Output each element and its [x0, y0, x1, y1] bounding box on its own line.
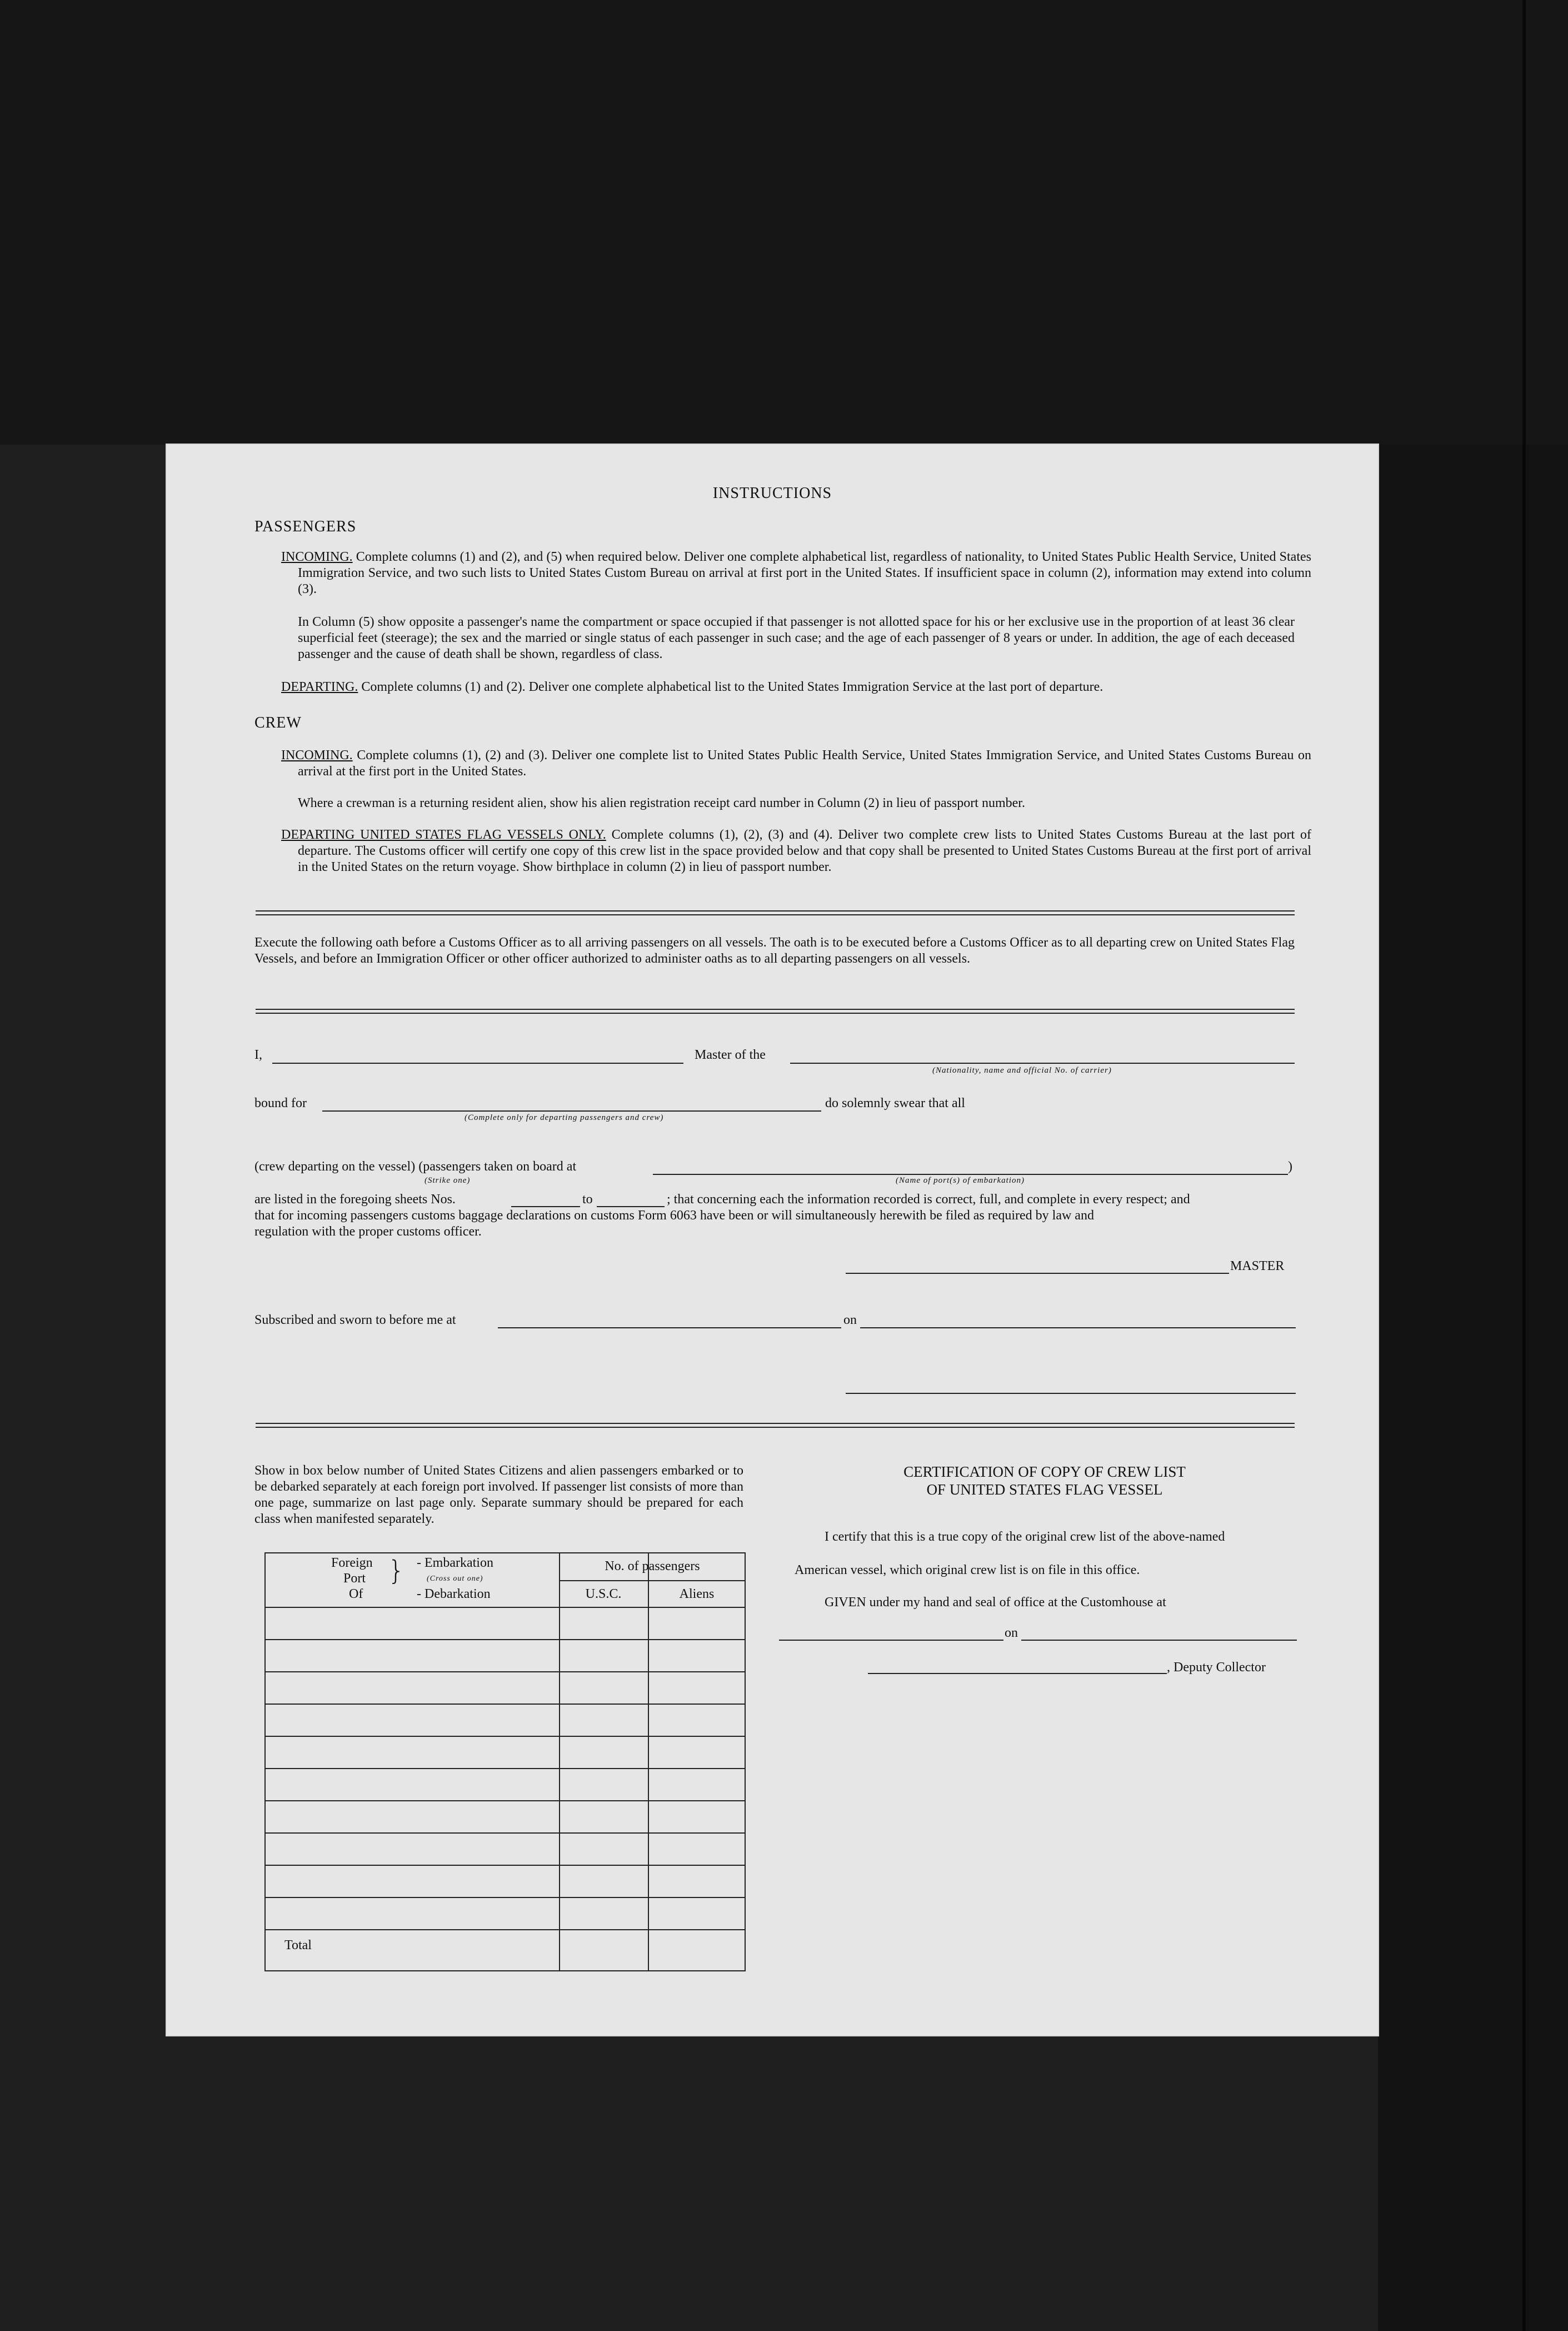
- crew-resident-paragraph: Where a crewman is a returning resident alien, show his alien registration receipt card number in Column (2) in lieu of passport number.: [298, 796, 1025, 810]
- subscribed-date-field[interactable]: [860, 1327, 1296, 1328]
- carrier-field[interactable]: [790, 1063, 1295, 1064]
- passengers-departing-paragraph: [281, 679, 1311, 695]
- scanner-background-top: [0, 0, 1568, 445]
- master-name-field[interactable]: [272, 1063, 683, 1064]
- listed-rest: ; that concerning each the information recorded is correct, full, and complete in every respect; and: [667, 1192, 1190, 1207]
- cross-out-caption: (Cross out one): [427, 1575, 483, 1583]
- crew-departing-paragraph: [281, 827, 1311, 875]
- passengers-column5-paragraph: In Column (5) show opposite a passenger's name the compartment or space occupied if that passenger is not allotted space for his or her exclusive use in the proportion of at least 36 clear superficial feet (steerage); the sex and the married or single status of each passenger in such case; and the age of each passenger of 8 years or under. In addition, the age of each deceased passenger and the cause of death shall be shown, regardless of class.: [298, 615, 1295, 661]
- swear-label: do solemnly swear that all: [825, 1096, 965, 1110]
- passenger-summary-table: [264, 1552, 746, 1971]
- oath-intro: Execute the following oath before a Customs Officer as to all arriving passengers on all vessels. The oath is to be executed before a Customs Officer as to all departing crew on United States Flag Vessels, and before an Immigration Officer or other officer authorized to administer oaths as to all departing passengers on all vessels.: [254, 935, 1295, 966]
- to-label: to: [582, 1192, 593, 1207]
- nationality-caption: (Nationality, name and official No. of carrier): [932, 1066, 1112, 1075]
- subscribed-label: Subscribed and sworn to before me at: [254, 1313, 456, 1327]
- customhouse-field[interactable]: [779, 1640, 1003, 1641]
- crew-passengers-label: (crew departing on the vessel) (passengers taken on board at: [254, 1159, 577, 1174]
- crew-incoming-paragraph: [281, 748, 1311, 780]
- deputy-label: , Deputy Collector: [1167, 1660, 1266, 1675]
- usc-header: U.S.C.: [585, 1587, 622, 1601]
- sheet-from-field[interactable]: [511, 1206, 580, 1207]
- master-of-label: Master of the: [695, 1048, 766, 1062]
- scanner-background-right: [1378, 445, 1568, 2331]
- subscribed-place-field[interactable]: [498, 1327, 841, 1328]
- crew-departing-text: Complete columns (1), (2), (3) and (4). Deliver two complete crew lists to United States Customs Bureau at the last port of departure. The Customs officer will certify one copy of this crew list in the space provided below and that copy shall be presented to United States Customs Bureau at the first port of arrival in the United States on the return voyage. Show birthplace in column (2) in lieu of passport number.: [298, 828, 1311, 874]
- instructions-title: INSTRUCTIONS: [712, 485, 832, 502]
- of-header: Of: [349, 1587, 363, 1601]
- debarkation-header: - Debarkation: [417, 1587, 491, 1601]
- form-page: [167, 445, 1378, 2035]
- port-header: Port: [343, 1571, 366, 1586]
- total-label: Total: [284, 1938, 312, 1953]
- bound-caption: (Complete only for departing passengers and crew): [465, 1113, 664, 1122]
- certification-title: [778, 1463, 1311, 1498]
- passengers-incoming-paragraph: [281, 549, 1311, 597]
- listed-line2: that for incoming passengers customs baggage declarations on customs Form 6063 have been or will simultaneously herewith be filed as required by law and: [254, 1208, 1094, 1223]
- close-paren: ): [1288, 1159, 1292, 1174]
- film-edge-stripe: [1522, 0, 1526, 2331]
- passengers-departing-text: Complete columns (1) and (2). Deliver one complete alphabetical list to the United States Immigration Service at the last port of departure.: [358, 680, 1103, 694]
- certification-line2: American vessel, which original crew list is on file in this office.: [795, 1563, 1140, 1577]
- master-signature-field[interactable]: [846, 1273, 1229, 1274]
- listed-label: are listed in the foregoing sheets Nos.: [254, 1192, 456, 1207]
- bound-for-field[interactable]: [322, 1110, 821, 1112]
- oath-i-label: I,: [254, 1048, 262, 1062]
- certification-title-line2: OF UNITED STATES FLAG VESSEL: [926, 1481, 1163, 1498]
- certification-on-label: on: [1005, 1626, 1018, 1640]
- passengers-departing-lead: DEPARTING.: [281, 680, 358, 694]
- oath-divider: [256, 1009, 1295, 1014]
- deputy-signature-field[interactable]: [868, 1673, 1167, 1674]
- certification-date-field[interactable]: [1021, 1640, 1297, 1641]
- aliens-header: Aliens: [679, 1587, 715, 1601]
- lower-divider: [256, 1423, 1295, 1428]
- certification-title-line1: CERTIFICATION OF COPY OF CREW LIST: [903, 1463, 1186, 1480]
- master-label: MASTER: [1230, 1259, 1285, 1273]
- sheet-to-field[interactable]: [597, 1206, 665, 1207]
- ports-caption: (Name of port(s) of embarkation): [896, 1176, 1025, 1185]
- num-passengers-header: No. of passengers: [605, 1559, 700, 1573]
- section-divider: [256, 910, 1295, 915]
- crew-heading: CREW: [254, 714, 302, 731]
- crew-incoming-text: Complete columns (1), (2) and (3). Deliver one complete list to United States Public Health Service, United States Immigration Service, and United States Customs Bureau on arrival at the first port in the United States.: [298, 748, 1311, 779]
- brace-icon: }: [388, 1555, 405, 1586]
- embarkation-ports-field[interactable]: [653, 1174, 1288, 1175]
- subscribed-on-label: on: [843, 1313, 857, 1327]
- certification-line1: I certify that this is a true copy of the original crew list of the above-named: [825, 1530, 1225, 1544]
- crew-departing-lead: DEPARTING UNITED STATES FLAG VESSELS ONLY.: [281, 828, 606, 842]
- foreign-header: Foreign: [331, 1556, 373, 1570]
- certification-line3: GIVEN under my hand and seal of office at the Customhouse at: [825, 1595, 1166, 1610]
- listed-line3: regulation with the proper customs officer.: [254, 1224, 482, 1239]
- strike-caption: (Strike one): [425, 1176, 471, 1185]
- crew-incoming-lead: INCOMING.: [281, 748, 353, 763]
- passengers-incoming-text: Complete columns (1) and (2), and (5) when required below. Deliver one complete alphabetical list, regardless of nationality, to United States Public Health Service, United States Immigration Service, and two such lists to United States Custom Bureau on arrival at first port in the United States. If insufficient space in column (2), information may extend into column (3).: [298, 550, 1311, 596]
- summary-text: Show in box below number of United States Citizens and alien passengers embarked or to be debarked separately at each foreign port involved. If passenger list consists of more than one page, summarize on last page only. Separate summary should be prepared for each class when manifested separately.: [254, 1463, 743, 1526]
- passengers-heading: PASSENGERS: [254, 518, 357, 535]
- passengers-incoming-lead: INCOMING.: [281, 550, 353, 564]
- officer-signature-field[interactable]: [846, 1393, 1296, 1394]
- bound-for-label: bound for: [254, 1096, 307, 1110]
- embarkation-header: - Embarkation: [417, 1556, 493, 1570]
